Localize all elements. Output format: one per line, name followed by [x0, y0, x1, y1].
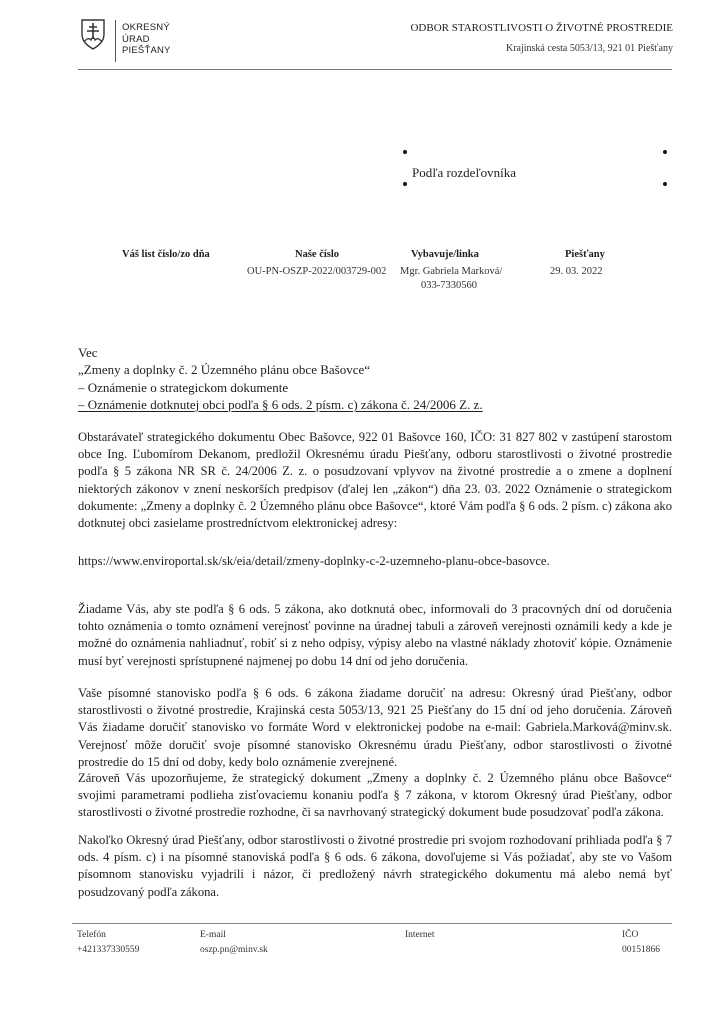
department-name: ODBOR STAROSTLIVOSTI O ŽIVOTNÉ PROSTREDIE — [410, 22, 673, 34]
subject-line-3: – Oznámenie dotknutej obci podľa § 6 ods. 2 písm. c) zákona č. 24/2006 Z. z. — [78, 396, 483, 412]
ico-value: 00151866 — [622, 945, 660, 955]
address-window-mark — [403, 150, 407, 154]
subject-line-2: – Oznámenie o strategickom dokumente — [78, 379, 289, 395]
address-window-mark — [663, 182, 667, 186]
our-number-label: Naše číslo — [295, 249, 340, 260]
header-divider — [78, 69, 672, 70]
body-paragraph-4: Zároveň Vás upozorňujeme, že strategický dokument „Zmeny a doplnky č. 2 Územného plánu obce Bašovce“ svojimi parametrami podlieha zisťovaciemu konaniu podľa § 7 zákona, v ktorom Okresný úrad Piešťany, odbor starostlivosti o životné prostredie rozhodne, či sa navrhovaný strategický dokument bude posudzovať podľa zákona. — [78, 771, 672, 820]
office-logo-text — [122, 22, 171, 57]
handled-by-label: Vybavuje/linka — [411, 249, 479, 260]
subject-block — [78, 344, 483, 413]
body-paragraph-5: Nakoľko Okresný úrad Piešťany, odbor starostlivosti o životné prostredie pri svojom rozhodovaní prihliada podľa § 7 ods. 4 písm. c) i na písomné stanoviská podľa § 6 ods. 6 zákona, dovoľujeme si Vás požiadať, aby ste vo Vašom písomnom stanovisku vyjadrili i názor, či predložený návrh strategického dokumentu má alebo nemá byť posudzovaný podľa zákona. — [78, 833, 672, 899]
logo-divider — [115, 20, 116, 62]
footer-divider — [72, 923, 672, 924]
letter-date: 29. 03. 2022 — [550, 266, 603, 277]
document-url-link[interactable]: https://www.enviroportal.sk/sk/eia/detail/zmeny-doplnky-c-2-uzemneho-planu-obce-basovce. — [78, 554, 550, 568]
body-paragraph-1: Obstarávateľ strategického dokumentu Obec Bašovce, 922 01 Bašovce 160, IČO: 31 827 802 v zastúpení starostom obce Ing. Ľubomírom Dekanom, predložil Okresnému úradu Piešťany, odboru starostlivosti o životné prostredie podľa § 5 zákona NR SR č. 24/2006 Z. z. o posudzovaní vplyvov na životné prostredie a o zmene a doplnení niektorých zákonov v znení neskorších predpisov (ďalej len „zákon“) dňa 23. 03. 2022 Oznámenie o strategickom dokumente: „Zmeny a doplnky č. 2 Územného plánu obce Bašovce“, ktoré Vám podľa § 6 ods. 2 písm. c) zákona ako dotknutej obci zasielame prostredníctvom elektronickej adresy: — [78, 430, 672, 531]
ico-label: IČO — [622, 930, 639, 940]
logo-line-1: OKRESNÝ — [122, 22, 170, 33]
internet-label: Internet — [405, 930, 435, 940]
phone-value: +421337330559 — [77, 945, 140, 955]
subject-label: Vec — [78, 345, 98, 360]
body-paragraph-2: Žiadame Vás, aby ste podľa § 6 ods. 5 zákona, ako dotknutá obec, informovali do 3 pracovných dní od doručenia tohto oznámenia o tomto oznámení verejnosť povinne na úradnej tabuli a zároveň verejnosti oznámili kedy a kde je možné do oznámenia nahliadnuť, robiť si z neho odpisy, výpisy alebo na vlastné náklady zhotoviť kópie. Oznámenie musí byť verejnosti sprístupnené najmenej po dobu 14 dní od jeho doručenia. — [78, 602, 672, 668]
place-label: Piešťany — [565, 249, 605, 260]
address-window-mark — [403, 182, 407, 186]
logo-line-2: ÚRAD — [122, 33, 150, 45]
email-link[interactable]: oszp.pn@minv.sk — [200, 945, 268, 955]
address-window-mark — [663, 150, 667, 154]
phone-label: Telefón — [77, 930, 106, 940]
handled-by-phone: 033-7330560 — [421, 280, 477, 291]
email-label: E-mail — [200, 930, 226, 940]
logo-line-3: PIEŠŤANY — [122, 45, 171, 56]
recipient: Podľa rozdeľovníka — [412, 165, 517, 180]
your-letter-label: Váš list číslo/zo dňa — [122, 249, 210, 260]
subject-line-1: „Zmeny a doplnky č. 2 Územného plánu obce Bašovce“ — [78, 362, 371, 378]
department-address: Krajinská cesta 5053/13, 921 01 Piešťany — [505, 43, 673, 54]
our-number-value: OU-PN-OSZP-2022/003729-002 — [247, 266, 387, 277]
handled-by-name: Mgr. Gabriela Marková/ — [400, 266, 503, 277]
slovak-coat-of-arms-icon — [80, 18, 106, 50]
body-paragraph-3: Vaše písomné stanovisko podľa § 6 ods. 6 zákona žiadame doručiť na adresu: Okresný úrad Piešťany, odbor starostlivosti o životné prostredie, Krajinská cesta 5053/13, 921 25 Piešťany do 15 dní od jeho doručenia. Zároveň Vás žiadame doručiť stanovisko vo formáte Word v elektronickej podobe na e-mail: Gabriela.Marková@minv.sk. Verejnosť môže doručiť svoje písomné stanovisko Okresnému úradu Piešťany, odbor starostlivosti o životné prostredie do 15 dní od doby, kedy bolo oznámenie zverejnené. — [78, 686, 672, 769]
